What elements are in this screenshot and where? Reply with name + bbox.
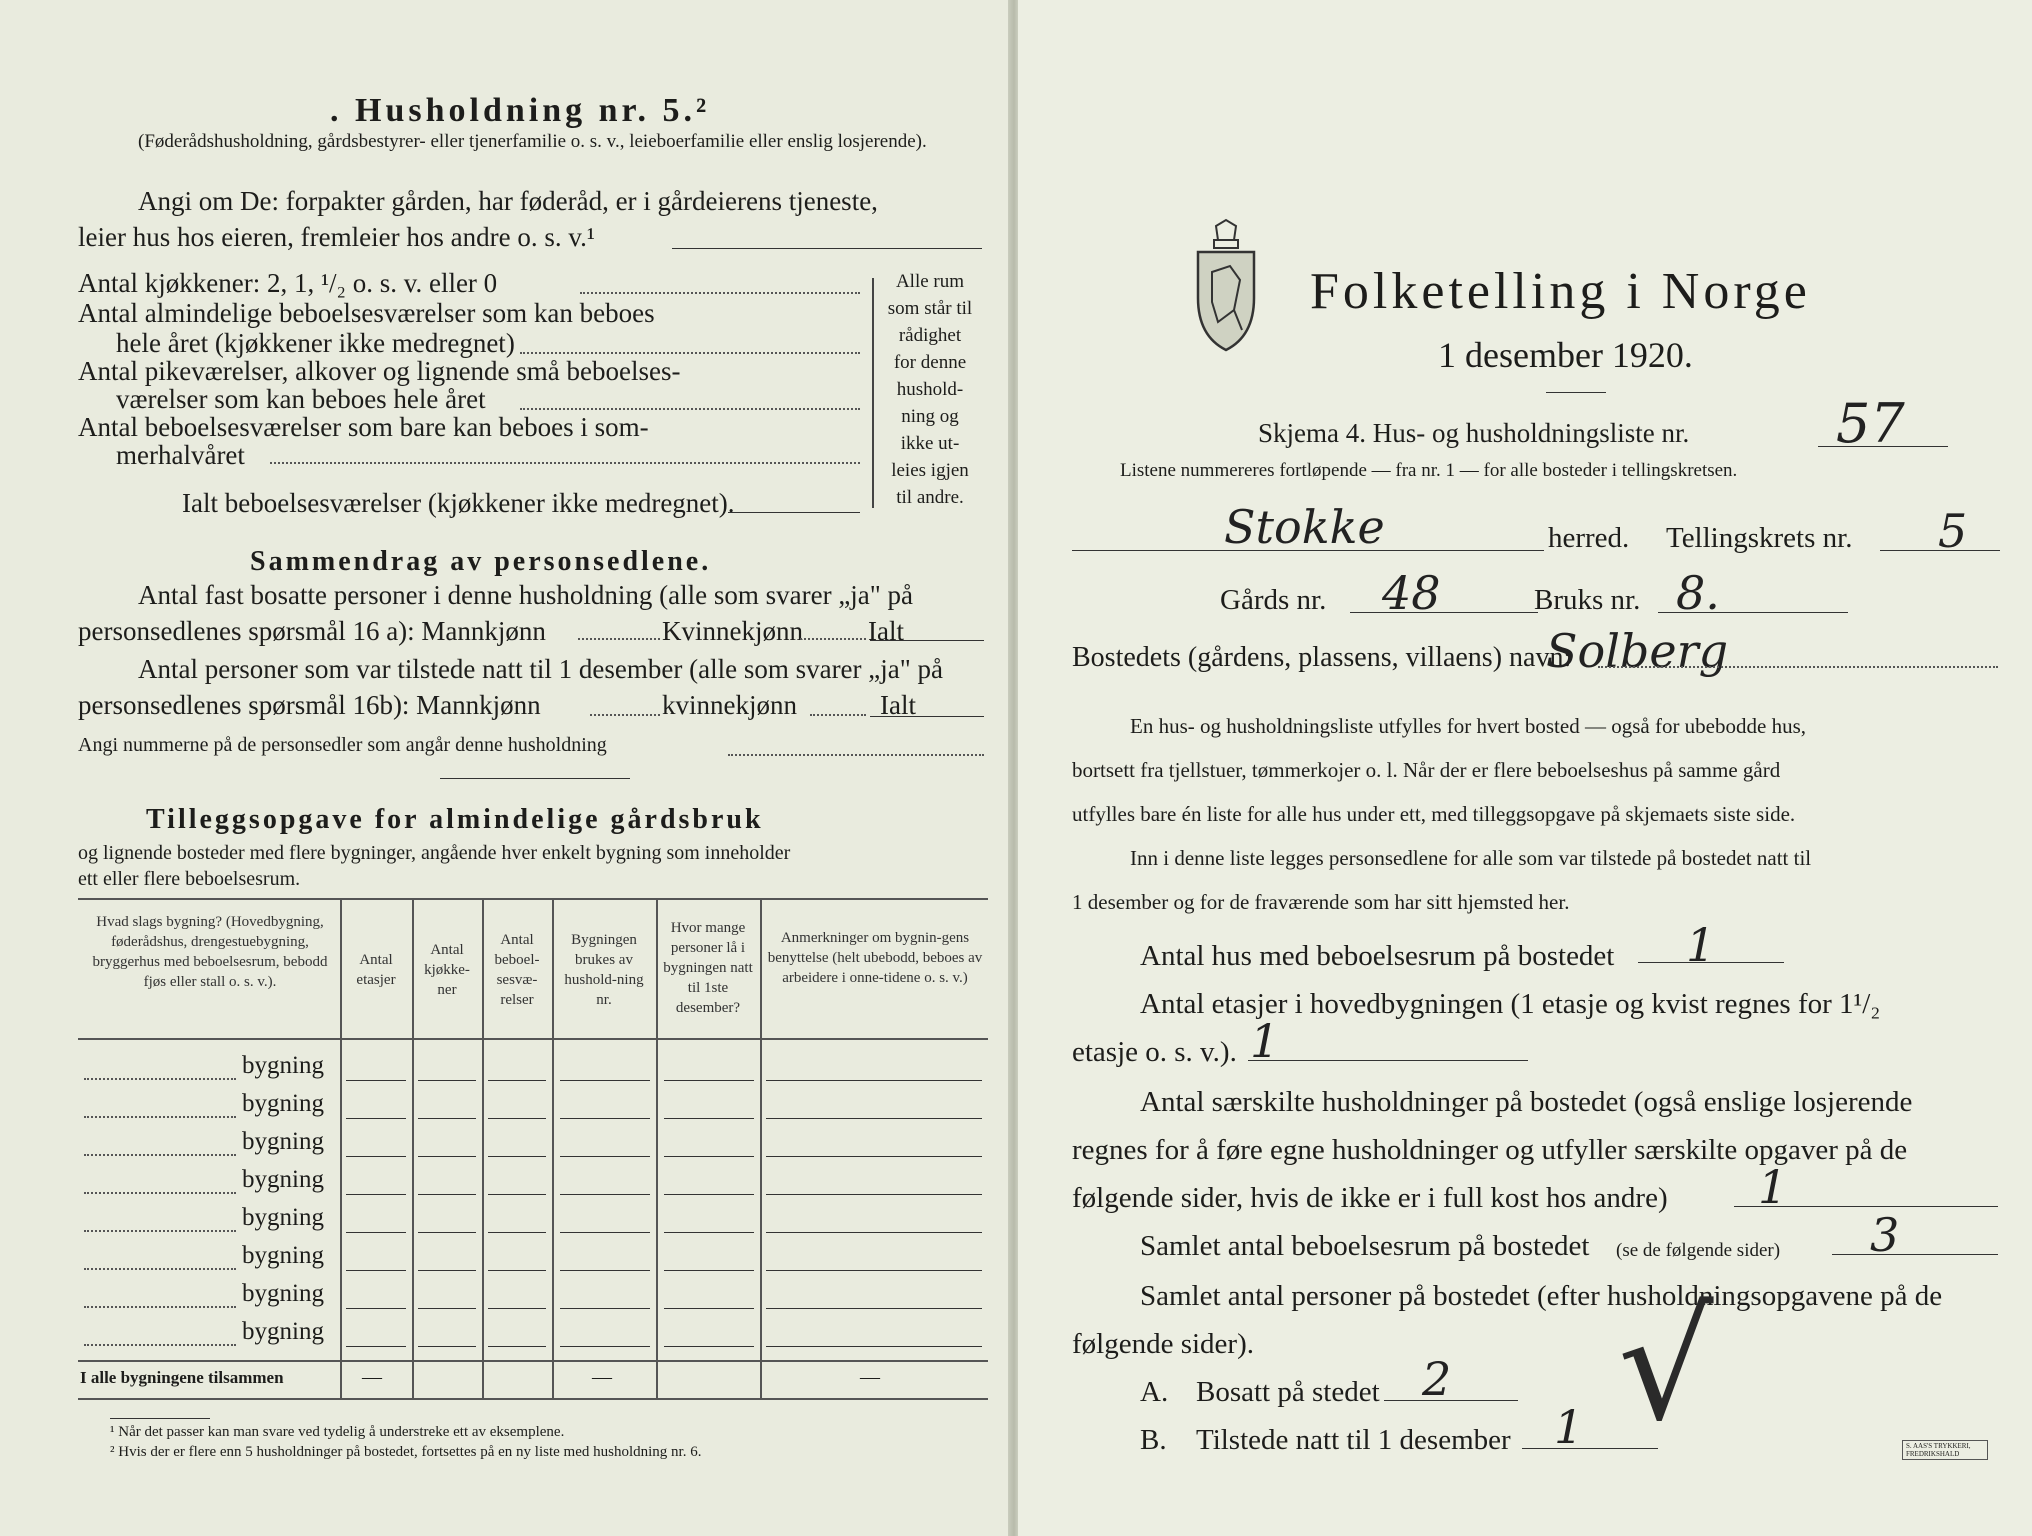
printer-stamp: S. AAS'S TRYKKERI, FREDRIKSHALD xyxy=(1902,1440,1988,1460)
row-cell-line xyxy=(346,1118,406,1119)
q2-value: 1 xyxy=(1250,1014,1280,1068)
row-cell-line xyxy=(560,1118,650,1119)
summary-line-4: personsedlenes spørsmål 16b): Mannkjønn xyxy=(78,690,541,720)
q4-small: (se de følgende sider) xyxy=(1616,1240,1781,1261)
instruction-1: En hus- og husholdningsliste utfylles for hvert bosted — også for ubebodde hus, xyxy=(1130,714,1806,738)
instruction-3: utfylles bare én liste for alle hus under ett, med tilleggsopgave på skjemaets siste side. xyxy=(1072,802,1796,826)
row-cell-line xyxy=(560,1080,650,1081)
q4-line xyxy=(1832,1254,1998,1255)
footnote-1: ¹ Når det passer kan man svare ved tydelig å understreke ett av eksemplene. xyxy=(110,1424,565,1440)
total-dash: — xyxy=(860,1366,880,1388)
gards-label: Gårds nr. xyxy=(1220,584,1327,616)
rooms-ordinary-dots xyxy=(520,352,860,354)
angi-line-2: leier hus hos eieren, fremleier hos andre o. s. v.¹ xyxy=(78,222,595,252)
row-cell-line xyxy=(488,1118,546,1119)
bosted-label: Bostedets (gårdens, plassens, villaens) navn: xyxy=(1072,642,1572,673)
row-cell-line xyxy=(488,1156,546,1157)
row-building-dots xyxy=(84,1230,236,1232)
household-title: . Husholdning nr. 5.² xyxy=(330,92,711,129)
side-note-line: rådighet xyxy=(898,325,962,346)
herred-label: herred. xyxy=(1548,522,1630,554)
table-col-sep xyxy=(412,900,414,1398)
row-cell-line xyxy=(488,1308,546,1309)
row-building-label: bygning xyxy=(242,1090,324,1117)
rooms-ordinary-2: hele året (kjøkkener ikke medregnet) xyxy=(116,328,515,358)
row-cell-line xyxy=(418,1270,476,1271)
row-building-dots xyxy=(84,1306,236,1308)
total-dash: — xyxy=(592,1366,612,1388)
row-cell-line xyxy=(664,1080,754,1081)
table-col-sep xyxy=(552,900,554,1398)
total-dash: — xyxy=(362,1366,382,1388)
row-cell-line xyxy=(488,1270,546,1271)
table-col-sep xyxy=(656,900,658,1398)
rooms-kitchens: Antal kjøkkener: 2, 1, ¹/₂ o. s. v. eller 0 xyxy=(78,268,498,298)
table-header-kitchens: Antal kjøkke-ner xyxy=(424,942,470,998)
row-building-label: bygning xyxy=(242,1128,324,1155)
row-cell-line xyxy=(418,1080,476,1081)
side-note-line: leies igjen xyxy=(891,460,969,481)
q3-value: 1 xyxy=(1758,1160,1788,1214)
gards-value: 48 xyxy=(1382,566,1441,620)
herred-value: Stokke xyxy=(1224,500,1385,554)
q5-label-1: Samlet antal personer på bostedet (efter husholdningsopgavene på de xyxy=(1140,1280,1943,1312)
table-header-building: Hvad slags bygning? (Hovedbygning, føderådshus, drengestuebygning, bryggerhus med beboelsesrum, bebodd fjøs eller stall o. s. v.). xyxy=(92,914,328,990)
row-cell-line xyxy=(560,1308,650,1309)
row-cell-line xyxy=(664,1118,754,1119)
table-col-sep xyxy=(482,900,484,1398)
title-divider xyxy=(1546,392,1606,393)
row-building-dots xyxy=(84,1078,236,1080)
row-cell-line xyxy=(664,1232,754,1233)
skjema-number-line xyxy=(1818,446,1948,447)
row-building-dots xyxy=(84,1154,236,1156)
q5-label-2: følgende sider). xyxy=(1072,1328,1254,1360)
listene-note: Listene nummereres fortløpende — fra nr. 1 — for alle bosteder i tellingskretsen. xyxy=(1120,460,1738,481)
row-cell-line xyxy=(488,1232,546,1233)
bruks-label: Bruks nr. xyxy=(1534,584,1641,616)
census-date: 1 desember 1920. xyxy=(1438,335,1693,375)
row-cell-line xyxy=(346,1194,406,1195)
qa-letter: A. xyxy=(1140,1376,1169,1408)
side-note-line: ikke ut- xyxy=(900,433,960,454)
row-cell-line xyxy=(766,1346,982,1347)
qa-line xyxy=(1384,1400,1518,1401)
table-header-household: Bygningen brukes av hushold-ning nr. xyxy=(564,932,644,1008)
tellingskrets-line xyxy=(1880,550,2000,551)
q3-label-3: følgende sider, hvis de ikke er i full kost hos andre) xyxy=(1072,1182,1668,1214)
tillegg-sub-1: og lignende bosteder med flere bygninger, angående hver enkelt bygning som inneholder xyxy=(78,842,791,864)
qb-value: 1 xyxy=(1554,1400,1584,1454)
tillegg-title: Tilleggsopgave for almindelige gårdsbruk xyxy=(146,804,764,835)
coat-of-arms-icon xyxy=(1190,218,1262,358)
rooms-kitchens-dots xyxy=(580,292,860,294)
bosted-value: Solberg xyxy=(1546,624,1729,678)
row-cell-line xyxy=(766,1118,982,1119)
summary-total2-label: Ialt xyxy=(880,690,916,720)
table-header-rule xyxy=(78,1038,988,1040)
angi-answer-line xyxy=(672,248,982,249)
q3-label-1: Antal særskilte husholdninger på bostedet (også enslige losjerende xyxy=(1140,1086,1913,1118)
bruks-value: 8. xyxy=(1676,566,1720,620)
right-page xyxy=(1018,0,2032,1536)
row-cell-line xyxy=(664,1270,754,1271)
row-cell-line xyxy=(418,1308,476,1309)
skjema-number: 57 xyxy=(1836,392,1905,455)
instruction-5: 1 desember og for de fraværende som har sitt hjemsted her. xyxy=(1072,890,1570,914)
summary-title: Sammendrag av personsedlene. xyxy=(250,546,712,577)
footnote-2: ² Hvis der er flere enn 5 husholdninger på bostedet, fortsettes på en ny liste med husholdning nr. 6. xyxy=(110,1444,702,1460)
q1-value: 1 xyxy=(1686,918,1716,972)
side-note-line: for denne xyxy=(893,352,967,373)
q3-label-2: regnes for å føre egne husholdninger og utfyller særskilte opgaver på de xyxy=(1072,1134,1908,1166)
q2-label-2: etasje o. s. v.). xyxy=(1072,1036,1237,1068)
row-cell-line xyxy=(664,1308,754,1309)
table-header-rooms: Antal beboel-sesvæ-relser xyxy=(494,932,540,1008)
row-building-dots xyxy=(84,1344,236,1346)
row-cell-line xyxy=(766,1308,982,1309)
rooms-summer-1: Antal beboelsesværelser som bare kan beboes i som- xyxy=(78,412,649,442)
household-subtitle: (Føderådshusholdning, gårdsbestyrer- eller tjenerfamilie o. s. v., leieboerfamilie eller enslig losjerende). xyxy=(138,131,927,152)
row-building-label: bygning xyxy=(242,1204,324,1231)
row-cell-line xyxy=(346,1080,406,1081)
side-note-line: ning og xyxy=(901,406,959,427)
tellingskrets-value: 5 xyxy=(1938,504,1968,558)
q2-line xyxy=(1248,1060,1528,1061)
row-cell-line xyxy=(418,1156,476,1157)
summary-female2-dots xyxy=(810,714,866,716)
summary-total2-line xyxy=(870,716,984,717)
checkmark-mark: √ xyxy=(1618,1280,1714,1454)
summary-line-3: Antal personer som var tilstede natt til 1 desember (alle som svarer „ja" på xyxy=(138,654,944,684)
census-title: Folketelling i Norge xyxy=(1310,263,1811,320)
q1-label: Antal hus med beboelsesrum på bostedet xyxy=(1140,940,1615,972)
instruction-4: Inn i denne liste legges personsedlene for alle som var tilstede på bostedet natt til xyxy=(1130,846,1812,870)
row-building-label: bygning xyxy=(242,1318,324,1345)
row-cell-line xyxy=(346,1232,406,1233)
row-cell-line xyxy=(766,1080,982,1081)
left-page xyxy=(0,0,1010,1536)
tillegg-sub-2: ett eller flere beboelsesrum. xyxy=(78,868,301,890)
table-header-floors: Antal etasjer xyxy=(356,952,396,988)
qa-label: Bosatt på stedet xyxy=(1196,1376,1380,1408)
row-cell-line xyxy=(560,1232,650,1233)
row-building-dots xyxy=(84,1192,236,1194)
side-note xyxy=(880,268,980,511)
summary-male-dots xyxy=(578,638,660,640)
row-building-dots xyxy=(84,1268,236,1270)
rooms-small-1: Antal pikeværelser, alkover og lignende små beboelses- xyxy=(78,356,681,386)
rooms-summer-dots xyxy=(270,462,860,464)
summary-total-label: Ialt xyxy=(868,616,904,646)
skjema-label: Skjema 4. Hus- og husholdningsliste nr. xyxy=(1258,418,1690,448)
row-cell-line xyxy=(664,1156,754,1157)
row-cell-line xyxy=(346,1156,406,1157)
row-cell-line xyxy=(560,1270,650,1271)
q2-label-1: Antal etasjer i hovedbygningen (1 etasje og kvist regnes for 1¹/₂ xyxy=(1140,988,1881,1020)
summary-numbers-dots xyxy=(728,754,984,756)
table-bottom-rule xyxy=(78,1398,988,1400)
row-building-label: bygning xyxy=(242,1280,324,1307)
side-note-bracket xyxy=(872,278,875,508)
row-cell-line xyxy=(560,1346,650,1347)
rooms-ordinary-1: Antal almindelige beboelsesværelser som kan beboes xyxy=(78,298,655,328)
herred-line xyxy=(1072,550,1544,551)
q3-line xyxy=(1734,1206,1998,1207)
row-cell-line xyxy=(560,1156,650,1157)
row-cell-line xyxy=(560,1194,650,1195)
qb-letter: B. xyxy=(1140,1424,1167,1456)
side-note-line: som står til xyxy=(887,298,973,319)
table-total-rule xyxy=(78,1360,988,1362)
table-header-remarks: Anmerkninger om bygnin-gens benyttelse (helt ubebodd, beboes av arbeidere i onne-tidene o. s. v.) xyxy=(767,930,983,986)
qa-value: 2 xyxy=(1422,1352,1452,1406)
row-cell-line xyxy=(766,1232,982,1233)
table-col-sep xyxy=(760,900,762,1398)
gards-line xyxy=(1350,612,1538,613)
summary-total-line xyxy=(870,640,984,641)
footnote-rule xyxy=(110,1418,210,1419)
bruks-line xyxy=(1658,612,1848,613)
row-cell-line xyxy=(488,1194,546,1195)
section-divider xyxy=(440,778,630,779)
row-building-label: bygning xyxy=(242,1166,324,1193)
summary-numbers-label: Angi nummerne på de personsedler som angår denne husholdning xyxy=(78,734,607,756)
summary-male2-dots xyxy=(590,714,660,716)
row-cell-line xyxy=(418,1232,476,1233)
table-total-label: I alle bygningene tilsammen xyxy=(80,1368,284,1387)
table-col-sep xyxy=(340,900,342,1398)
summary-female2-label: kvinnekjønn xyxy=(662,690,797,720)
row-cell-line xyxy=(418,1118,476,1119)
rooms-small-2: værelser som kan beboes hele året xyxy=(116,384,486,414)
table-top-rule xyxy=(78,898,988,900)
angi-line-1: Angi om De: forpakter gården, har føderåd, er i gårdeierens tjeneste, xyxy=(138,186,878,216)
row-building-label: bygning xyxy=(242,1242,324,1269)
side-note-line: hushold- xyxy=(896,379,964,400)
summary-line-2: personsedlenes spørsmål 16 a): Mannkjønn xyxy=(78,616,546,646)
qb-label: Tilstede natt til 1 desember xyxy=(1196,1424,1511,1456)
rooms-total: Ialt beboelsesværelser (kjøkkener ikke medregnet). xyxy=(182,488,735,518)
row-cell-line xyxy=(664,1346,754,1347)
row-cell-line xyxy=(346,1270,406,1271)
table-header-persons: Hvor mange personer lå i bygningen natt til 1ste desember? xyxy=(663,920,753,1016)
row-cell-line xyxy=(418,1194,476,1195)
row-cell-line xyxy=(346,1308,406,1309)
side-note-line: Alle rum xyxy=(895,271,965,292)
q4-label: Samlet antal beboelsesrum på bostedet xyxy=(1140,1230,1590,1262)
instruction-2: bortsett fra tjellstuer, tømmerkojer o. l. Når der er flere beboelseshus på samme gård xyxy=(1072,758,1781,782)
row-cell-line xyxy=(766,1156,982,1157)
row-cell-line xyxy=(664,1194,754,1195)
q4-value: 3 xyxy=(1870,1208,1900,1262)
row-cell-line xyxy=(488,1346,546,1347)
row-cell-line xyxy=(346,1346,406,1347)
side-note-line: til andre. xyxy=(896,487,964,508)
summary-line-1: Antal fast bosatte personer i denne husholdning (alle som svarer „ja" på xyxy=(138,580,914,610)
summary-female-dots xyxy=(800,638,866,640)
row-cell-line xyxy=(418,1346,476,1347)
summary-female-label: Kvinnekjønn xyxy=(662,616,803,646)
row-cell-line xyxy=(766,1194,982,1195)
bosted-line xyxy=(1598,666,1998,668)
rooms-total-line xyxy=(728,512,860,513)
q1-line xyxy=(1638,962,1784,963)
rooms-small-dots xyxy=(520,408,860,410)
tellingskrets-label: Tellingskrets nr. xyxy=(1666,522,1853,554)
rooms-summer-2: merhalvåret xyxy=(116,440,245,470)
row-cell-line xyxy=(766,1270,982,1271)
row-cell-line xyxy=(488,1080,546,1081)
row-building-dots xyxy=(84,1116,236,1118)
row-building-label: bygning xyxy=(242,1052,324,1079)
